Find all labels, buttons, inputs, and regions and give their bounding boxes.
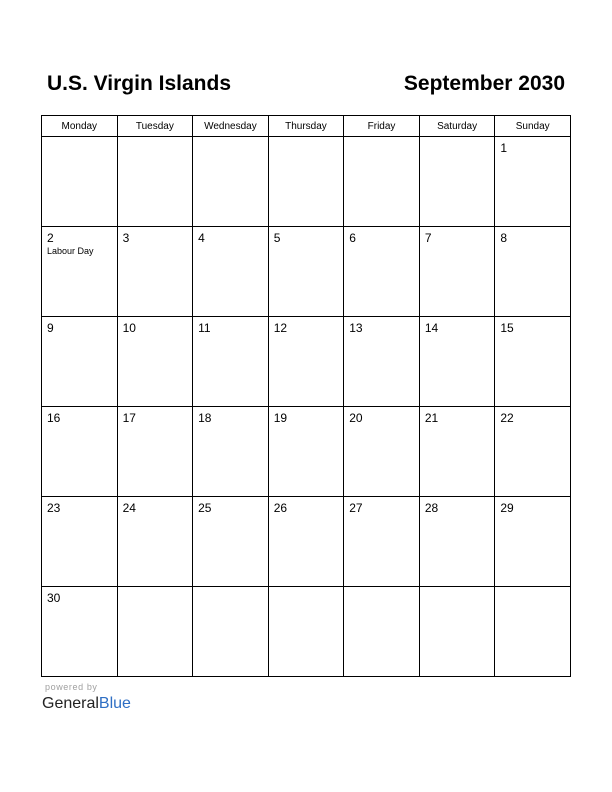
day-number: 7 bbox=[424, 231, 432, 245]
day-cell bbox=[268, 227, 344, 317]
day-cell bbox=[42, 137, 118, 227]
day-cell bbox=[495, 587, 571, 677]
generalblue-logo[interactable] bbox=[42, 694, 131, 714]
day-cell bbox=[344, 227, 420, 317]
day-cell bbox=[419, 317, 495, 407]
day-number: 14 bbox=[424, 321, 439, 335]
day-number: 10 bbox=[122, 321, 136, 335]
day-number bbox=[193, 137, 268, 141]
powered-by-text: powered by bbox=[45, 682, 98, 692]
logo-general-text: General bbox=[42, 695, 99, 712]
day-cell bbox=[495, 497, 571, 587]
day-cell bbox=[117, 137, 193, 227]
day-cell bbox=[268, 137, 344, 227]
weekday-header-wednesday: Wednesday bbox=[193, 116, 269, 137]
day-number: 25 bbox=[198, 501, 212, 515]
day-number bbox=[269, 137, 344, 141]
day-cell bbox=[495, 137, 571, 227]
day-number bbox=[118, 137, 193, 141]
day-number: 1 bbox=[500, 141, 508, 155]
day-cell bbox=[117, 587, 193, 677]
day-number bbox=[269, 587, 344, 591]
day-cell bbox=[117, 407, 193, 497]
day-cell bbox=[419, 137, 495, 227]
calendar-month-title: September 2030 bbox=[403, 72, 565, 95]
logo-blue-text: Blue bbox=[98, 695, 131, 712]
day-cell bbox=[419, 587, 495, 677]
day-cell bbox=[495, 407, 571, 497]
holiday-label: Labour Day bbox=[47, 246, 94, 256]
calendar-country-title: U.S. Virgin Islands bbox=[47, 72, 231, 95]
weekday-header-row bbox=[42, 116, 571, 137]
day-cell bbox=[344, 497, 420, 587]
day-number: 9 bbox=[47, 321, 54, 335]
weekday-header-friday: Friday bbox=[344, 116, 420, 137]
weekday-header-monday: Monday bbox=[42, 116, 118, 137]
weekday-header-saturday: Saturday bbox=[419, 116, 495, 137]
day-cell bbox=[42, 227, 118, 317]
day-number: 22 bbox=[500, 411, 514, 425]
day-number: 5 bbox=[273, 231, 281, 245]
day-cell bbox=[344, 317, 420, 407]
day-number bbox=[42, 137, 117, 141]
calendar-grid bbox=[41, 115, 571, 677]
day-number: 29 bbox=[500, 501, 514, 515]
day-cell bbox=[344, 137, 420, 227]
day-number: 16 bbox=[47, 411, 61, 425]
day-cell bbox=[117, 227, 193, 317]
day-cell bbox=[344, 407, 420, 497]
day-cell bbox=[193, 317, 269, 407]
day-number: 11 bbox=[198, 321, 211, 335]
day-cell bbox=[193, 497, 269, 587]
day-number: 13 bbox=[349, 321, 363, 335]
week-row bbox=[42, 497, 571, 587]
day-number bbox=[344, 137, 419, 141]
day-number: 30 bbox=[47, 591, 61, 605]
day-cell bbox=[193, 137, 269, 227]
weekday-header-sunday: Sunday bbox=[495, 116, 571, 137]
day-number: 20 bbox=[349, 411, 363, 425]
day-cell bbox=[193, 227, 269, 317]
day-cell bbox=[42, 497, 118, 587]
week-row bbox=[42, 407, 571, 497]
day-number bbox=[344, 587, 419, 591]
day-number: 17 bbox=[122, 411, 136, 425]
day-number: 19 bbox=[273, 411, 288, 425]
day-cell bbox=[117, 497, 193, 587]
day-number: 3 bbox=[122, 231, 130, 245]
day-cell bbox=[268, 407, 344, 497]
day-number: 27 bbox=[349, 501, 363, 515]
day-number: 28 bbox=[424, 501, 439, 515]
day-cell bbox=[42, 317, 118, 407]
weekday-header-thursday: Thursday bbox=[268, 116, 344, 137]
day-number: 15 bbox=[500, 321, 514, 335]
day-number bbox=[193, 587, 268, 591]
day-number bbox=[420, 587, 495, 591]
day-cell bbox=[268, 317, 344, 407]
day-cell bbox=[419, 227, 495, 317]
day-number: 21 bbox=[424, 411, 439, 425]
week-row bbox=[42, 227, 571, 317]
day-number: 18 bbox=[198, 411, 212, 425]
day-cell bbox=[419, 407, 495, 497]
weekday-header-tuesday: Tuesday bbox=[117, 116, 193, 137]
day-cell bbox=[117, 317, 193, 407]
day-number bbox=[118, 587, 193, 591]
day-number bbox=[420, 137, 495, 141]
day-number: 8 bbox=[500, 231, 508, 245]
day-cell bbox=[268, 497, 344, 587]
week-row bbox=[42, 587, 571, 677]
week-row bbox=[42, 137, 571, 227]
day-number: 12 bbox=[273, 321, 288, 335]
day-cell bbox=[193, 587, 269, 677]
day-cell bbox=[42, 587, 118, 677]
week-row bbox=[42, 317, 571, 407]
day-cell bbox=[344, 587, 420, 677]
day-cell bbox=[495, 317, 571, 407]
day-cell bbox=[193, 407, 269, 497]
day-number: 26 bbox=[273, 501, 288, 515]
day-number: 23 bbox=[47, 501, 61, 515]
day-number: 2 bbox=[47, 231, 54, 245]
day-number bbox=[495, 587, 570, 591]
day-number: 4 bbox=[198, 231, 205, 245]
day-number: 24 bbox=[122, 501, 136, 515]
day-cell bbox=[495, 227, 571, 317]
day-cell bbox=[42, 407, 118, 497]
day-number: 6 bbox=[349, 231, 356, 245]
day-cell bbox=[419, 497, 495, 587]
day-cell bbox=[268, 587, 344, 677]
